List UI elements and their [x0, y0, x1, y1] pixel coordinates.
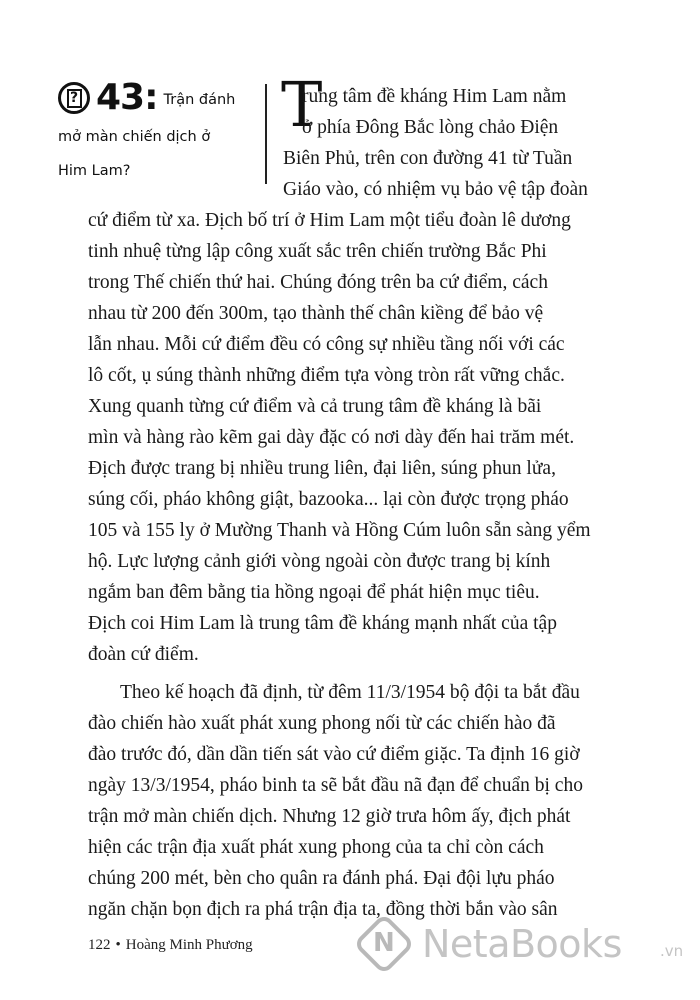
question-header — [58, 76, 258, 186]
body-line: cứ điểm từ xa. Địch bố trí ở Him Lam một tiểu đoàn lê dương — [88, 210, 571, 231]
body-line: đào trước đó, dần dần tiến sát vào cứ điểm giặc. Ta định 16 giờ — [88, 744, 580, 765]
body-line: nhau từ 200 đến 300m, tạo thành thế chân kiềng để bảo vệ — [88, 303, 544, 324]
body-line: Xung quanh từng cứ điểm và cả trung tâm đề kháng là bãi — [88, 396, 542, 417]
body-line: súng cối, pháo không giật, bazooka... lại còn được trọng pháo — [88, 489, 569, 510]
question-title-line1: Trận đánh — [163, 92, 236, 108]
author-name: Hoàng Minh Phương — [125, 937, 253, 953]
drop-cap: T — [281, 68, 323, 141]
page-number: 122 — [88, 937, 111, 953]
body-line: ở phía Đông Bắc lòng chảo Điện — [302, 117, 559, 138]
body-line: Biên Phủ, trên con đường 41 từ Tuần — [283, 148, 573, 169]
body-line: ngày 13/3/1954, pháo binh ta sẽ bắt đầu nã đạn để chuẩn bị cho — [88, 775, 583, 796]
body-line: hộ. Lực lượng cảnh giới vòng ngoài còn được trang bị kính — [88, 551, 551, 572]
body-line: Theo kế hoạch đã định, từ đêm 11/3/1954 bộ đội ta bắt đầu — [120, 682, 580, 703]
question-title-line2: mở màn chiến dịch ở — [58, 129, 211, 145]
logo-letter: N — [373, 928, 395, 958]
watermark-text: NetaBooks — [422, 922, 622, 966]
footer-separator: • — [115, 937, 121, 953]
body-line: đoàn cứ điểm. — [88, 644, 199, 665]
body-line: chúng 200 mét, bèn cho quân ra đánh phá. Đại đội lựu pháo — [88, 868, 555, 889]
body-line: ngắm ban đêm bằng tia hồng ngoại để phát hiện mục tiêu. — [88, 582, 540, 603]
question-mark-icon: ? — [58, 82, 90, 114]
body-line: Địch coi Him Lam là trung tâm đề kháng mạnh nhất của tập — [88, 613, 557, 634]
body-line: 105 và 155 ly ở Mường Thanh và Hồng Cúm luôn sẵn sàng yểm — [88, 520, 591, 541]
page-footer — [88, 937, 253, 954]
question-title-line3: Him Lam? — [58, 163, 131, 179]
body-line: lô cốt, ụ súng thành những điểm tựa vòng tròn rất vững chắc. — [88, 365, 565, 386]
body-line: đào chiến hào xuất phát xung phong nối từ các chiến hào đã — [88, 713, 556, 734]
watermark — [360, 916, 690, 976]
body-line: rung tâm đề kháng Him Lam nằm — [302, 86, 567, 107]
watermark-suffix: .vn — [660, 942, 684, 960]
body-line: lẫn nhau. Mỗi cứ điểm đều có công sự nhiều tầng nối với các — [88, 334, 565, 355]
body-line: trong Thế chiến thứ hai. Chúng đóng trên ba cứ điểm, cách — [88, 272, 548, 293]
question-number: 43: — [96, 77, 158, 118]
header-divider — [265, 84, 267, 184]
body-line: mìn và hàng rào kẽm gai dày đặc có nơi dày đến hai trăm mét. — [88, 427, 575, 448]
body-line: hiện các trận địa xuất phát xung phong của ta chỉ còn cách — [88, 837, 544, 858]
body-line: Địch được trang bị nhiều trung liên, đại liên, súng phun lửa, — [88, 458, 556, 479]
body-line: tinh nhuệ từng lập công xuất sắc trên chiến trường Bắc Phi — [88, 241, 547, 262]
body-line: ngăn chặn bọn địch ra phá trận địa ta, đồng thời bắn vào sân — [88, 899, 558, 920]
body-line: Giáo vào, có nhiệm vụ bảo vệ tập đoàn — [283, 179, 588, 200]
body-line: trận mở màn chiến dịch. Nhưng 12 giờ trưa hôm ấy, địch phát — [88, 806, 571, 827]
